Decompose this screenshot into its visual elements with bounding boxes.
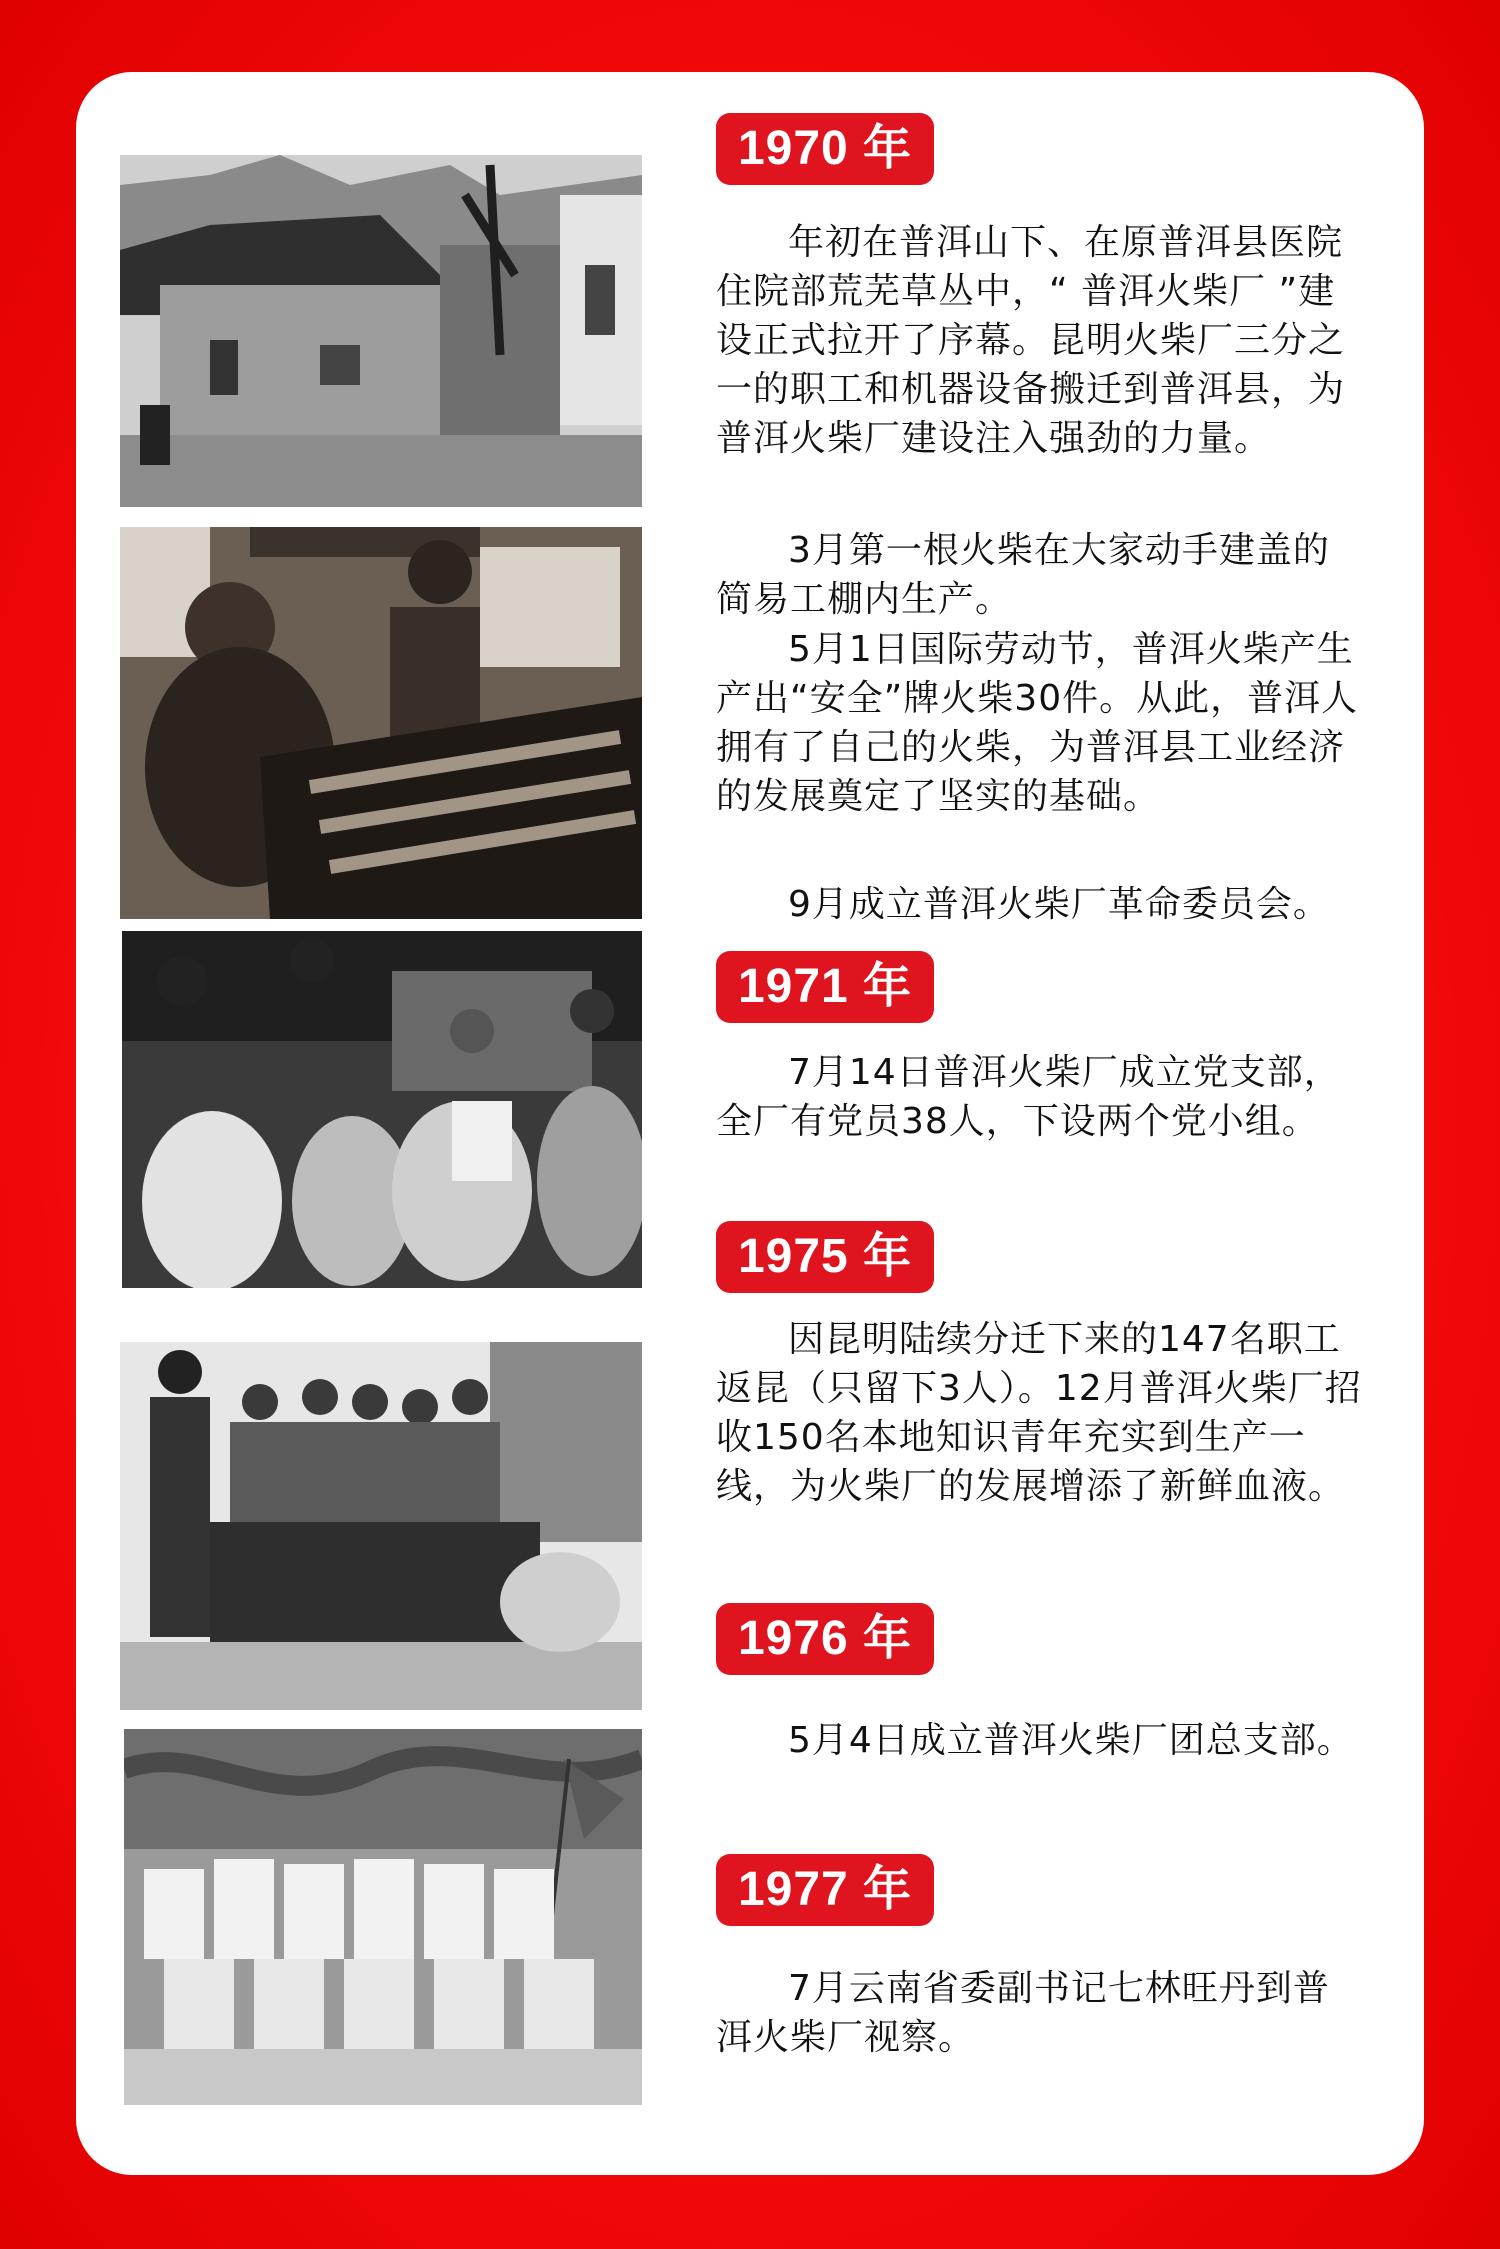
entry-1976-paragraph-1: 5月4日成立普洱火柴厂团总支部。 <box>788 1720 1354 1761</box>
year-badge-1970: 1970 年 <box>716 113 934 185</box>
year-badge-1975: 1975 年 <box>716 1221 934 1293</box>
entry-1970-paragraph-2: 3月第一根火柴在大家动手建盖的简易工棚内生产。 <box>716 530 1330 620</box>
photo-young-workers <box>120 1342 642 1710</box>
entry-1970-paragraph-1: 年初在普洱山下、在原普洱县医院住院部荒芜草丛中，“ 普洱火柴厂 ”建设正式拉开了序幕。昆明火柴厂三分之一的职工和机器设备搬迁到普洱县，为普洱火柴厂建设注入强劲的力量。 <box>716 222 1346 459</box>
entry-1975-paragraph-1: 因昆明陆续分迁下来的147名职工返昆（只留下3人）。12月普洱火柴厂招收150名本地知识青年充实到生产一线，为火柴厂的发展增添了新鲜血液。 <box>716 1319 1362 1507</box>
year-badge-1971: 1971 年 <box>716 951 934 1023</box>
entry-1970-paragraph-4: 9月成立普洱火柴厂革命委员会。 <box>788 884 1330 925</box>
year-badge-1976: 1976 年 <box>716 1603 934 1675</box>
entry-1970-paragraph-3: 5月1日国际劳动节，普洱火柴产生产出“安全”牌火柴30件。从此，普洱人拥有了自己的火柴，为普洱县工业经济的发展奠定了坚实的基础。 <box>716 629 1359 817</box>
year-badge-1977: 1977 年 <box>716 1854 934 1926</box>
photo-old-building <box>120 155 642 507</box>
entry-1977-paragraph-1: 7月云南省委副书记七林旺丹到普洱火柴厂视察。 <box>716 1968 1330 2058</box>
photo-party-meeting <box>122 931 642 1288</box>
photo-group-portrait <box>124 1729 642 2105</box>
entry-1971-paragraph-1: 7月14日普洱火柴厂成立党支部，全厂有党员38人，下设两个党小组。 <box>716 1052 1341 1142</box>
photo-women-workers <box>120 527 642 919</box>
